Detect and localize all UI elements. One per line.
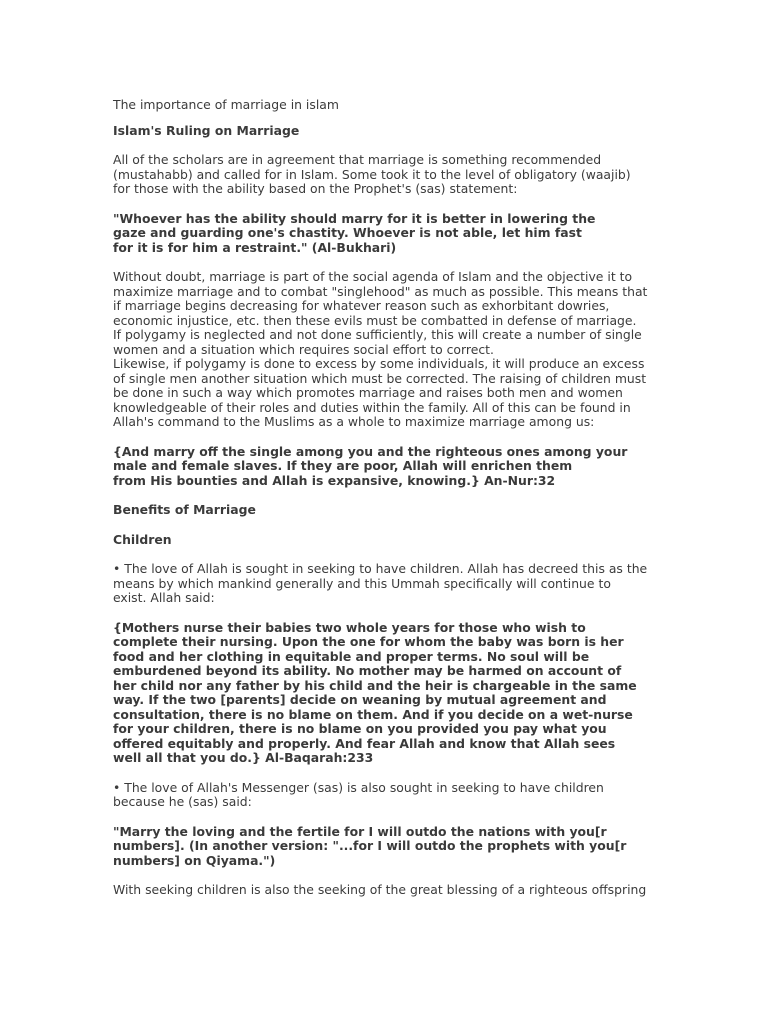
- quote-line: complete their nursing. Upon the one for whom the baby was born is her: [113, 634, 624, 649]
- paragraph-love-of-messenger: [113, 781, 658, 810]
- text-line: if marriage begins decreasing for whatever reason such as exhorbitant dowries,: [113, 298, 610, 313]
- text-line: Allah's command to the Muslims as a whole to maximize marriage among us:: [113, 414, 595, 429]
- quote-line: gaze and guarding one's chastity. Whoever is not able, let him fast: [113, 225, 582, 240]
- quote-line: "Whoever has the ability should marry for it is better in lowering the: [113, 210, 596, 226]
- document-title: The importance of marriage in islam: [113, 97, 339, 112]
- quote-line: way. If the two [parents] decide on weaning by mutual agreement and: [113, 692, 607, 707]
- paragraph-scholars: [113, 153, 658, 197]
- text-line: because he (sas) said:: [113, 794, 252, 809]
- text-line: Likewise, if polygamy is done to excess by some individuals, it will produce an excess: [113, 356, 645, 371]
- quote-line: well all that you do.} Al-Baqarah:233: [113, 750, 374, 765]
- quote-line: male and female slaves. If they are poor, Allah will enrichen them: [113, 458, 573, 473]
- text-line: With seeking children is also the seeking of the great blessing of a righteous offspring: [113, 882, 647, 897]
- quote-line: offered equitably and properly. And fear Allah and know that Allah sees: [113, 735, 616, 751]
- text-line: (mustahabb) and called for in Islam. Some took it to the level of obligatory (waajib): [113, 166, 631, 182]
- text-line: knowledgeable of their roles and duties within the family. All of this can be found in: [113, 399, 631, 415]
- quote-line: {Mothers nurse their babies two whole years for those who wish to: [113, 619, 586, 635]
- quote-line: for your children, there is no blame on you provided you pay what you: [113, 721, 607, 736]
- quote-line: consultation, there is no blame on them. And if you decide on a wet-nurse: [113, 706, 633, 722]
- heading-benefits: Benefits of Marriage: [113, 502, 256, 517]
- quote-line: emburdened beyond its ability. No mother may be harmed on account of: [113, 663, 622, 678]
- text-line: of single men another situation which must be corrected. The raising of children must: [113, 370, 647, 386]
- text-line: for those with the ability based on the Prophet's (sas) statement:: [113, 181, 518, 196]
- quote-line: food and her clothing in equitable and proper terms. No soul will be: [113, 648, 590, 664]
- heading-children: Children: [113, 531, 172, 547]
- text-line: economic injustice, etc. then these evils must be combatted in defense of marriage.: [113, 312, 637, 328]
- quote-line: "Marry the loving and the fertile for I will outdo the nations with you[r: [113, 823, 607, 839]
- text-line: • The love of Allah's Messenger (sas) is also sought in seeking to have children: [113, 779, 604, 795]
- text-line: maximize marriage and to combat "singlehood" as much as possible. This means that: [113, 283, 648, 299]
- quote-line: {And marry off the single among you and the righteous ones among your: [113, 443, 628, 459]
- quote-hadith-marriage: [113, 212, 658, 256]
- text-line: All of the scholars are in agreement that marriage is something recommended: [113, 152, 602, 167]
- quote-an-nur: [113, 445, 658, 489]
- quote-line: numbers]. (In another version: "...for I will outdo the prophets with you[r: [113, 838, 627, 853]
- quote-al-baqarah: [113, 621, 658, 766]
- document-page: [113, 98, 658, 913]
- text-line: Without doubt, marriage is part of the social agenda of Islam and the objective it to: [113, 269, 633, 284]
- text-line: If polygamy is neglected and not done sufficiently, this will create a number of single: [113, 327, 642, 342]
- quote-line: from His bounties and Allah is expansive, knowing.} An-Nur:32: [113, 472, 556, 488]
- text-line: women and a situation which requires social effort to correct.: [113, 341, 494, 357]
- text-line: be done in such a way which promotes marriage and raises both men and women: [113, 385, 623, 400]
- quote-line: her child nor any father by his child and the heir is chargeable in the same: [113, 677, 637, 693]
- quote-line: numbers] on Qiyama."): [113, 852, 276, 868]
- text-line: exist. Allah said:: [113, 590, 215, 605]
- paragraph-love-of-allah: [113, 562, 658, 606]
- paragraph-social-agenda: [113, 270, 658, 430]
- quote-line: for it is for him a restraint." (Al-Bukhari): [113, 239, 397, 255]
- paragraph-righteous-offspring: [113, 883, 658, 898]
- text-line: • The love of Allah is sought in seeking to have children. Allah has decreed this as the: [113, 561, 648, 576]
- quote-marry-the-loving: [113, 825, 658, 869]
- heading-islams-ruling: Islam's Ruling on Marriage: [113, 122, 300, 138]
- text-line: means by which mankind generally and this Ummah specifically will continue to: [113, 575, 611, 591]
